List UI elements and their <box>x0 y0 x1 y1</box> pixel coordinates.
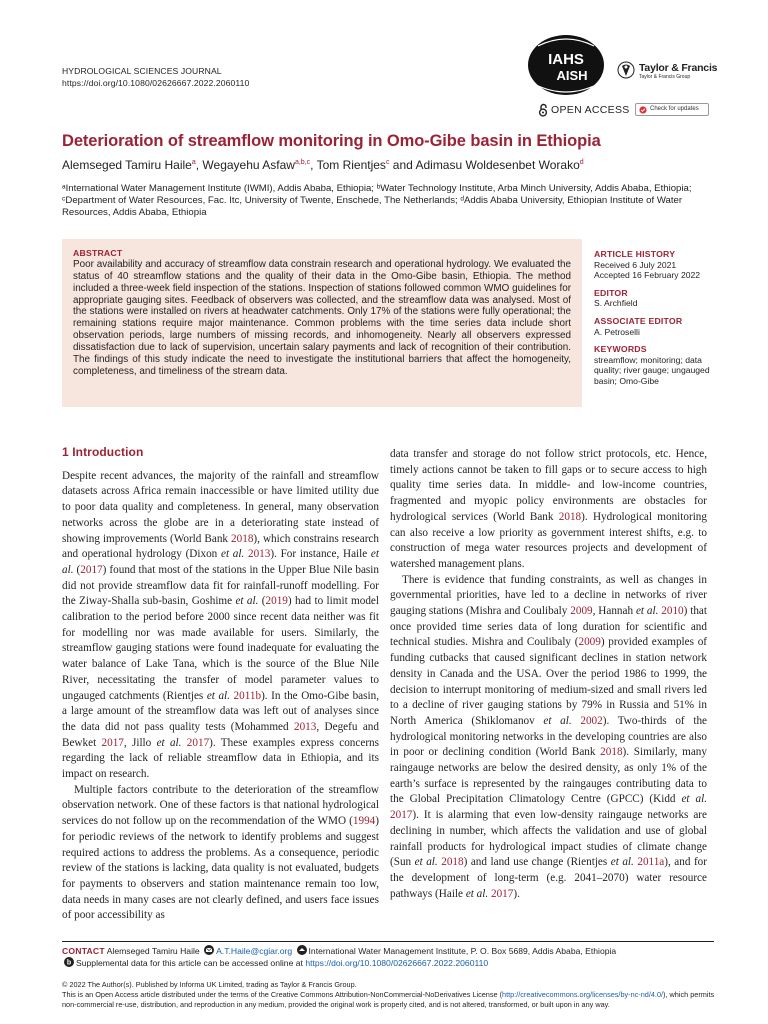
footer-legal <box>62 980 718 1009</box>
author-name[interactable]: Alemseged Tamiru Haile <box>62 158 192 172</box>
open-access-icon <box>538 103 548 117</box>
author-affil-sup: d <box>579 159 584 166</box>
keywords-list: streamflow; monitoring; data quality; river gauge; ungauged basin; Omo-Gibe <box>594 354 710 386</box>
history-heading: ARTICLE HISTORY <box>594 249 676 259</box>
supplemental-text: Supplemental data for this article can be accessed online at <box>76 958 303 968</box>
body-paragraph: There is evidence that funding constraints, as well as changes in governmental priorities, have led to a decline in networks of river gauging stations (Mishra and Coulibaly 2009, Hannah et al. 2010) that once provided time series data of long duration for scientific and technical studies. Mishra and Coulibaly (2009) provided examples of funding cutbacks that caused significant declines in station network density in Canada and the USA. Over the period 1986 to 1999, the decision to interrupt monitoring of medium-sized and small rivers led to a decline of river gauging stations by 79% in Russia and 51% in North America (Shiklomanov et al. 2002). Two-thirds of the hydrological monitoring networks in the developing countries are also in poor or declining condition (World Bank 2018). Similarly, many raingauge networks are below the desired density, as only 1% of the earth’s surface is represented by the raingauges contributing data to the Global Precipitation Climatology Centre (GPCC) (Kidd et al. 2017). It is alarming that even low-density raingauge networks are declining in number, which affects the validation and use of global rainfall products for hydrological impact studies of climate change (Sun et al. 2018) and land use change (Rientjes et al. 2011a), and for the development of long-term (e.g. 2041–2070) water resource pathways (Haile et al. 2017). <box>390 573 708 900</box>
check-updates-label: Check for updates <box>650 106 699 112</box>
svg-text:b: b <box>66 959 72 967</box>
journal-doi[interactable]: https://doi.org/10.1080/02626667.2022.2060110 <box>62 77 250 88</box>
license-text: This is an Open Access article distributed under the terms of the Creative Commons Attribution-NonCommercial-NoDerivatives License ( <box>62 989 503 999</box>
editor-name: S. Archfield <box>594 298 638 309</box>
assoc-editor-name: A. Petroselli <box>594 326 640 337</box>
license-text-2: ), which permits non-commercial re-use, distribution, and reproduction in any medium, provided the original work is properly cited, and is not altered, transformed, or built upon in any way. <box>62 989 715 1009</box>
author-affil-sup: a,b,c <box>294 159 311 166</box>
body-column-left <box>62 445 379 924</box>
iahs-logo <box>520 34 612 96</box>
author-list <box>62 158 584 172</box>
assoc-editor-heading: ASSOCIATE EDITOR <box>594 315 683 326</box>
author-name[interactable]: Tom Rientjes <box>316 158 386 172</box>
contact-name: Alemseged Tamiru Haile <box>106 946 200 956</box>
svg-text:IAHS: IAHS <box>548 51 584 68</box>
supplemental-icon <box>64 957 74 967</box>
body-column-right <box>390 447 707 902</box>
email-link[interactable]: A.T.Haile@cgiar.org <box>216 946 293 956</box>
section-heading: 1 Introduction <box>62 445 144 459</box>
body-paragraph: data transfer and storage do not follow strict protocols, etc. Hence, timely actions cannot be taken to fill gaps or to secure access to high quality time series data. In middle- and low-income countries, fragmented and myopic policy environments are obstacles for hydrological services (World Bank 2018). Hydrological monitoring can also receive a low priority as government interest shifts, e.g. to construction of mega water resources projects and development of watershed management plans. <box>390 448 707 570</box>
author-name[interactable]: Adimasu Woldesenbet Worako <box>415 158 580 172</box>
publisher-logo <box>617 58 717 84</box>
body-paragraph: Multiple factors contribute to the deterioration of the streamflow observation network. One of these factors is that national hydrological services do not follow up on the recommendation of the WMO (1994) for periodic reviews of the network to identify problems and suggest required actions to address the problems. As a consequence, periodic review of the stations is lacking, data quality is not evaluated, budgets for payments to observers and station maintenance remain too low, data needs in many cases are not clearly defined, and users face issues of poor accessibility as <box>62 783 379 922</box>
abstract-text: Poor availability and accuracy of streamflow data constrain research and operational hydrology. We evaluated the status of 40 streamflow stations and the quality of their data in the Omo-Gibe basin, Ethiopia. The method included a three-week field inspection of the stations. Inspection of stations followed common WMO guidelines for appropriate gauging sites. Feedback of observers was collected, and the streamflow data was analysed. Most of the stations were installed on rivers at headwater catchments. Only 17% of the stations were fully operational; the remaining stations require major maintenance. Common problems with the time series data include short observation periods, large numbers of missing records, and inhomogeneity. Nearly all observers expressed dissatisfaction due to lack of supervision, uncertain salary payments and lack of recognition of their contribution. The findings of this study indicate the need to investigate the institutional barriers that affect the homogeneity, completeness, and timeliness of the stream data. <box>73 259 571 377</box>
open-access-row <box>538 103 710 117</box>
abstract-box <box>62 239 582 407</box>
author-sep: and <box>389 158 416 172</box>
check-updates-icon <box>639 106 647 114</box>
received-date: Received 6 July 2021 <box>594 259 677 270</box>
supplemental-link[interactable]: https://doi.org/10.1080/02626667.2022.2060110 <box>305 958 489 968</box>
footer-contact <box>62 945 714 969</box>
license-link[interactable]: http://creativecommons.org/licenses/by-nc-nd/4.0/ <box>502 989 664 999</box>
body-paragraph: Despite recent advances, the majority of the rainfall and streamflow datasets across Africa remain inaccessible or have limited utility due to poor data quality and completeness. In general, many observation networks across the globe are in a deteriorating state instead of showing improvements (World Bank 2018), which constrains research and operational hydrology (Dixon et al. 2013). For instance, Haile et al. (2017) found that most of the stations in the Upper Blue Nile basin did not provide streamflow data fit for rainfall-runoff modelling. For the Ziway-Shalla sub-basin, Goshime et al. (2019) had to limit model calibration to the period before 2000 since recent data neither was fit for modelling nor was made available for users. Similarly, the streamflow gauging stations were found inadequate for evaluating the water balance of Lake Tana, which is the source of the Blue Nile River, necessitating the transfer of model parameter values to ungauged catchments (Rientjes et al. 2011b). In the Omo-Gibe basin, a large amount of the streamflow data was left out of analyses since the data did not pass quality tests (Mohammed 2013, Degefu and Bewket 2017, Jillo et al. 2017). These examples express concerns regarding the lack of reliable streamflow data in Ethiopia, and its impact on research. <box>62 469 379 781</box>
author-sep: , <box>195 158 203 172</box>
footer-divider <box>62 941 714 942</box>
author-name[interactable]: Wegayehu Asfaw <box>202 158 295 172</box>
tf-logo-icon <box>617 60 635 80</box>
copyright-line: © 2022 The Author(s). Published by Informa UK Limited, trading as Taylor & Francis Group. <box>62 980 357 989</box>
supplemental-line <box>62 957 714 969</box>
open-access-label: OPEN ACCESS <box>551 104 630 116</box>
license-line <box>62 990 718 1010</box>
svg-text:AISH: AISH <box>556 68 588 83</box>
abstract-heading: ABSTRACT <box>73 248 123 258</box>
email-icon <box>204 945 214 955</box>
keywords-heading: KEYWORDS <box>594 344 647 355</box>
author-affil-sup: a <box>191 159 196 166</box>
page-title: Deterioration of streamflow monitoring in Omo-Gibe basin in Ethiopia <box>62 132 601 150</box>
accepted-date: Accepted 16 February 2022 <box>594 270 701 281</box>
journal-name: HYDROLOGICAL SCIENCES JOURNAL <box>62 66 222 76</box>
author-sep: , <box>310 158 317 172</box>
journal-header <box>62 66 249 89</box>
editor-heading: EDITOR <box>594 287 628 298</box>
contact-line <box>62 945 714 957</box>
contact-label: CONTACT <box>62 946 105 956</box>
publisher-sub: Taylor & Francis Group <box>639 74 691 80</box>
contact-address: International Water Management Institute, P. O. Box 5689, Addis Ababa, Ethiopia <box>308 946 617 956</box>
publisher-name: Taylor & Francis <box>639 62 718 74</box>
author-affil-sup: c <box>385 159 390 166</box>
address-icon <box>297 945 307 955</box>
check-updates-button[interactable] <box>635 103 709 116</box>
affiliations: ᵃInternational Water Management Institute (IWMI), Addis Ababa, Ethiopia; ᵇWater Technology Institute, Arba Minch University, Addis Ababa, Ethiopia; ᶜDepartment of Water Resources, Fac. Itc, University of Twente, Enschede, The Netherlands; ᵈAddis Ababa University, Ethiopian Institute of Water Resources, Addis Ababa, Ethiopia <box>62 183 692 219</box>
article-info-sidebar <box>594 249 716 387</box>
